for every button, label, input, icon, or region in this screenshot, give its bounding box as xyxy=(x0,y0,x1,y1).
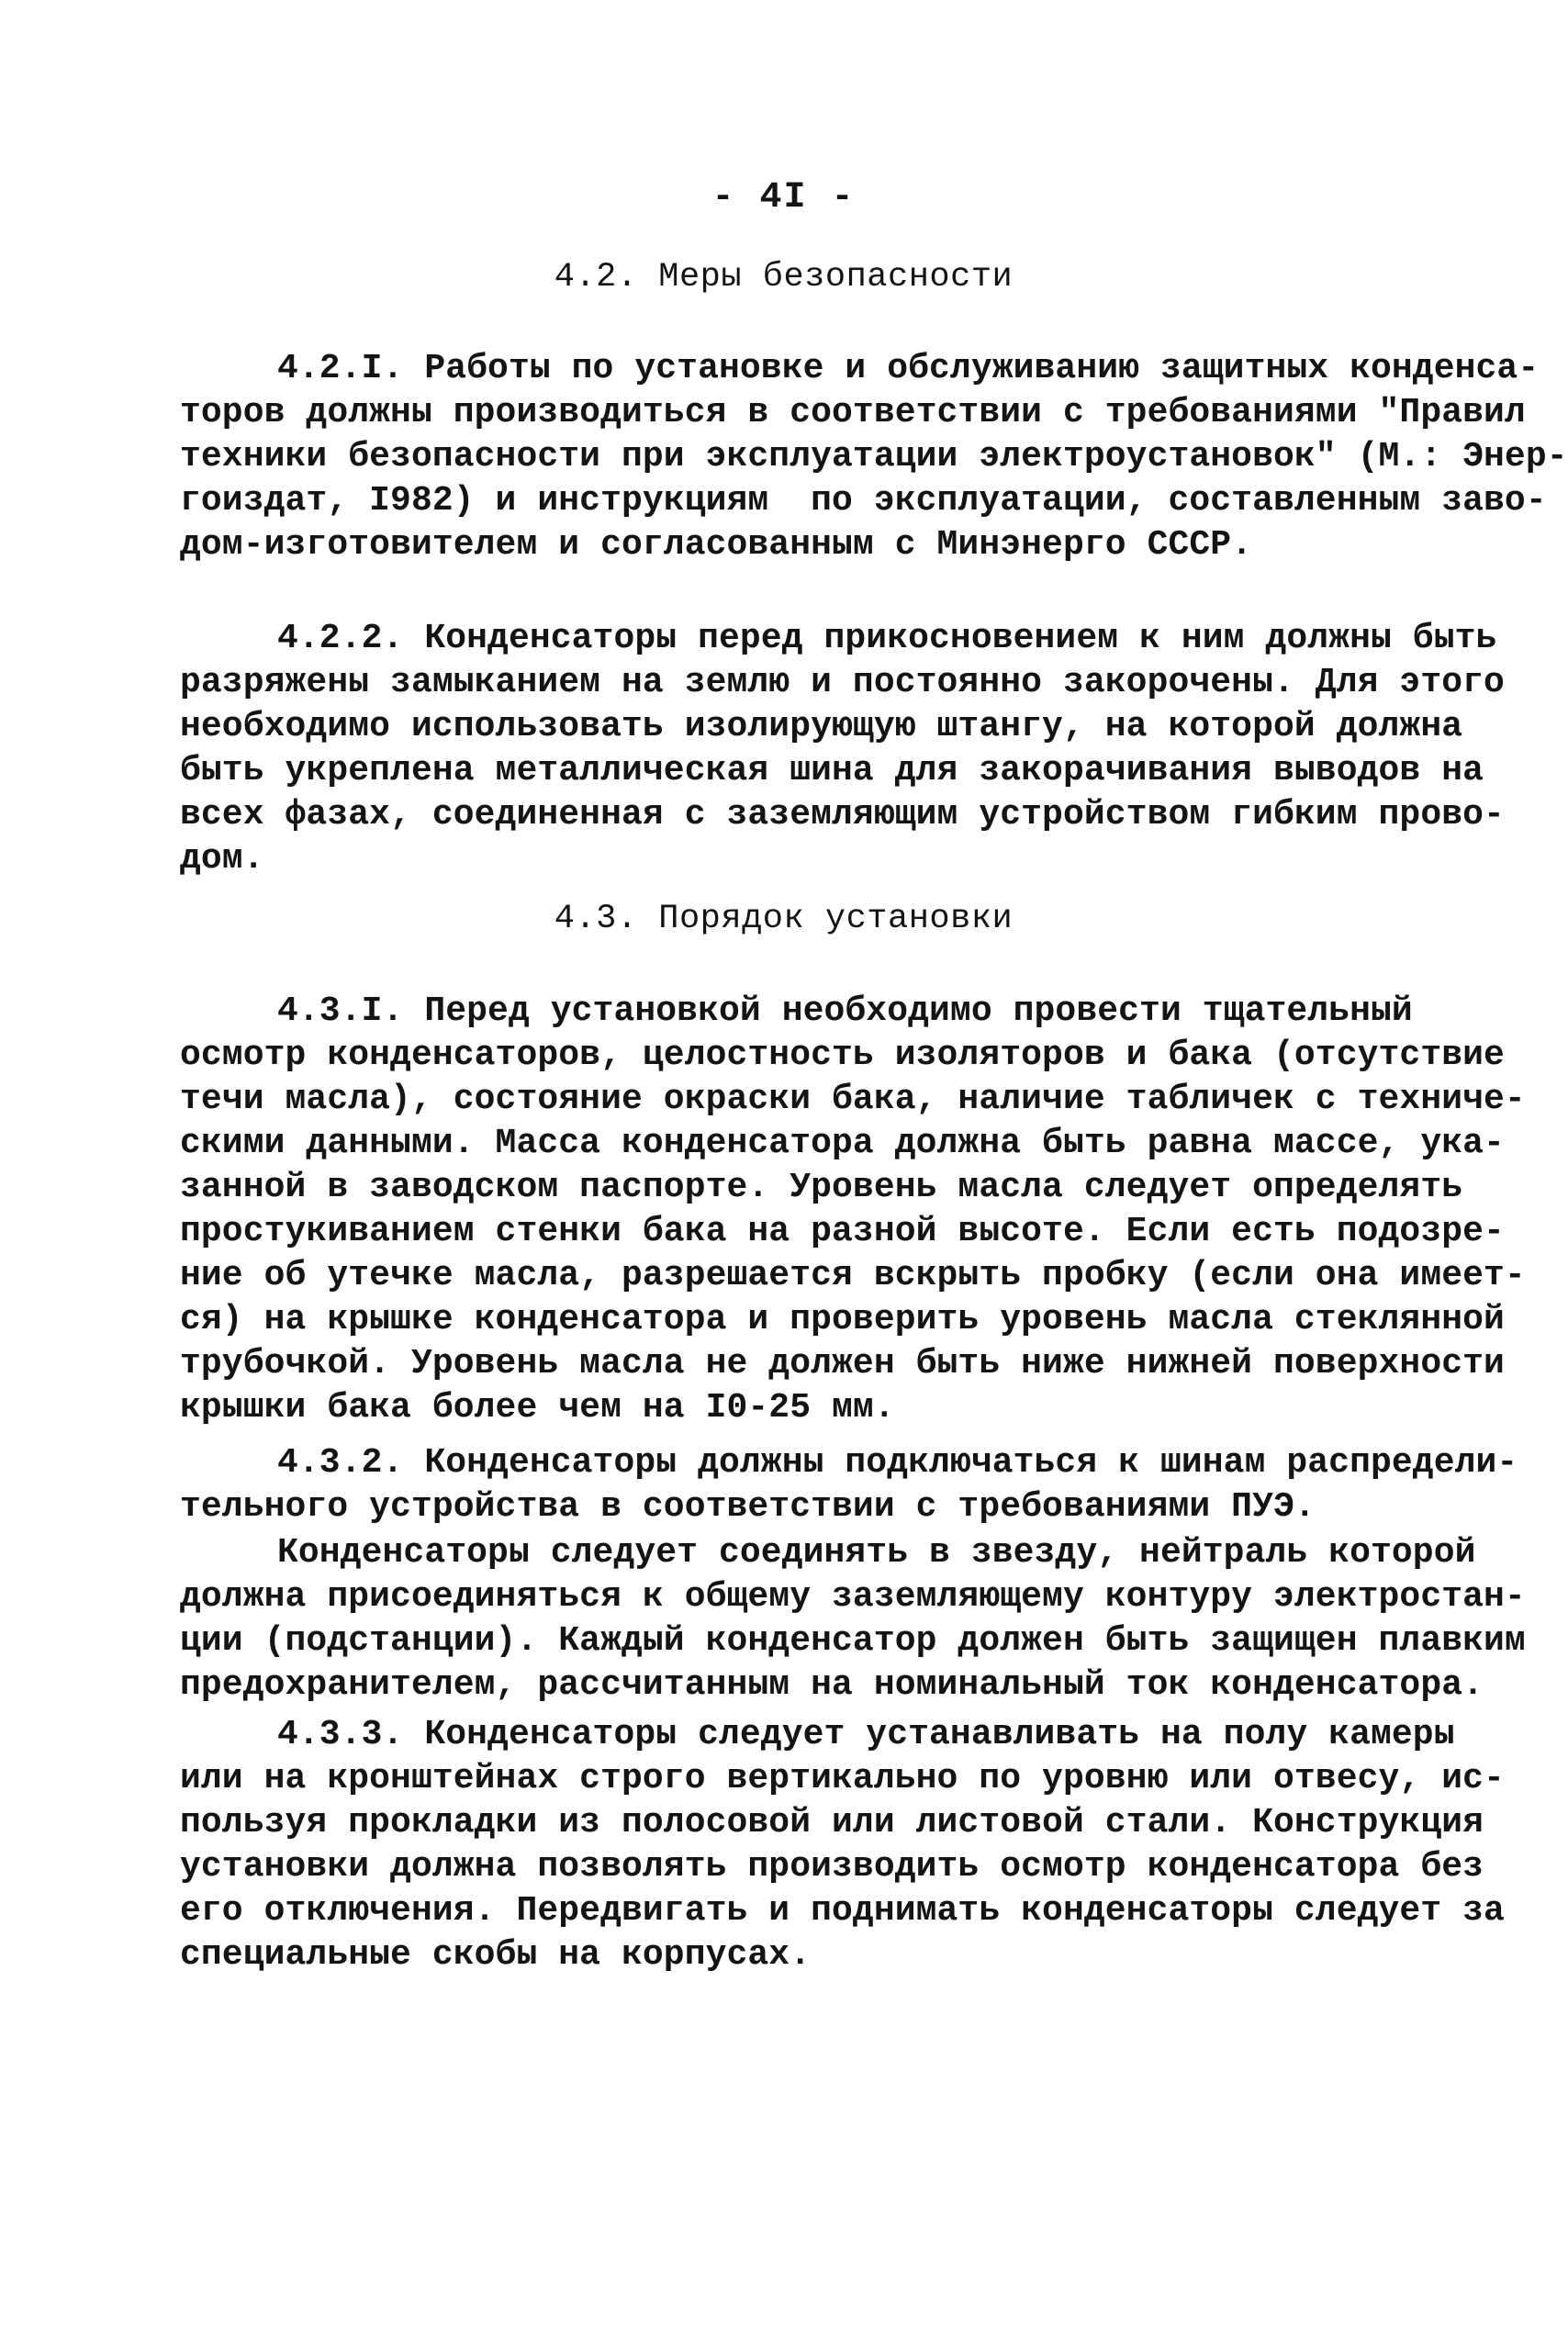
text-line: 4.2.I. Работы по установке и обслуживанию защитных конденса- xyxy=(277,349,1540,388)
text-line: дом. xyxy=(180,839,264,879)
text-line: техники безопасности при эксплуатации электроустановок" (М.: Энер- xyxy=(180,437,1568,476)
text-line: специальные скобы на корпусах. xyxy=(180,1935,812,1975)
text-line: предохранителем, рассчитанным на номинальный ток конденсатора. xyxy=(180,1665,1484,1705)
text-line: ние об утечке масла, разрешается вскрыть пробку (если она имеет- xyxy=(180,1256,1526,1295)
text-line: его отключения. Передвигать и поднимать конденсаторы следует за xyxy=(180,1891,1505,1931)
paragraph-4-2-1 xyxy=(180,347,1568,567)
text-line: дом-изготовителем и согласованным с Минэнерго СССР. xyxy=(180,525,1253,565)
text-line: течи масла), состояние окраски бака, наличие табличек с техниче- xyxy=(180,1080,1526,1119)
text-line: пользуя прокладки из полосовой или листовой стали. Конструкция xyxy=(180,1803,1484,1842)
text-line: всех фазах, соединенная с заземляющим устройством гибким прово- xyxy=(180,795,1505,834)
text-line: Конденсаторы следует соединять в звезду, нейтраль которой xyxy=(277,1533,1476,1573)
text-line: 4.2.2. Конденсаторы перед прикосновением к ним должны быть xyxy=(277,619,1497,658)
text-line: или на кронштейнах строго вертикально по уровню или отвесу, ис- xyxy=(180,1759,1505,1798)
text-line: крышки бака более чем на I0-25 мм. xyxy=(180,1388,895,1428)
text-line: ся) на крышке конденсатора и проверить уровень масла стеклянной xyxy=(180,1300,1505,1339)
text-line: торов должны производиться в соответствии с требованиями "Правил xyxy=(180,393,1526,432)
text-line: ции (подстанции). Каждый конденсатор должен быть защищен плавким xyxy=(180,1621,1526,1661)
text-line: простукиванием стенки бака на разной высоте. Если есть подозре- xyxy=(180,1212,1505,1251)
text-line: занной в заводском паспорте. Уровень масла следует определять xyxy=(180,1168,1463,1207)
page-number: - 4I - xyxy=(711,177,856,218)
text-line: трубочкой. Уровень масла не должен быть ниже нижней поверхности xyxy=(180,1344,1505,1383)
text-line: скими данными. Масса конденсатора должна быть равна массе, ука- xyxy=(180,1124,1505,1163)
text-line: гоиздат, I982) и инструкциям по эксплуатации, составленным заво- xyxy=(180,481,1547,521)
text-line: быть укреплена металлическая шина для закорачивания выводов на xyxy=(180,751,1484,790)
text-line: разряжены замыканием на землю и постоянно закорочены. Для этого xyxy=(180,663,1505,702)
section-heading-4-2: 4.2. Меры безопасности xyxy=(554,258,1014,297)
text-line: 4.3.2. Конденсаторы должны подключаться к шинам распредели- xyxy=(277,1443,1518,1483)
text-line: 4.3.I. Перед установкой необходимо провести тщательный xyxy=(277,991,1413,1031)
paragraph-4-3-2-continued xyxy=(180,1531,1526,1708)
text-line: установки должна позволять производить осмотр конденсатора без xyxy=(180,1847,1484,1887)
text-line: необходимо использовать изолирующую штангу, на которой должна xyxy=(180,707,1463,746)
text-line: должна присоединяться к общему заземляющему контуру электростан- xyxy=(180,1577,1526,1617)
section-heading-4-3: 4.3. Порядок установки xyxy=(554,900,1014,938)
text-line: тельного устройства в соответствии с требованиями ПУЭ. xyxy=(180,1487,1316,1527)
text-line: 4.3.3. Конденсаторы следует устанавливать на полу камеры xyxy=(277,1715,1455,1754)
paragraph-4-3-2 xyxy=(180,1441,1518,1529)
paragraph-4-3-1 xyxy=(180,990,1526,1430)
text-line: осмотр конденсаторов, целостность изоляторов и бака (отсутствие xyxy=(180,1036,1505,1075)
paragraph-4-2-2 xyxy=(180,617,1505,881)
paragraph-4-3-3 xyxy=(180,1713,1505,1977)
